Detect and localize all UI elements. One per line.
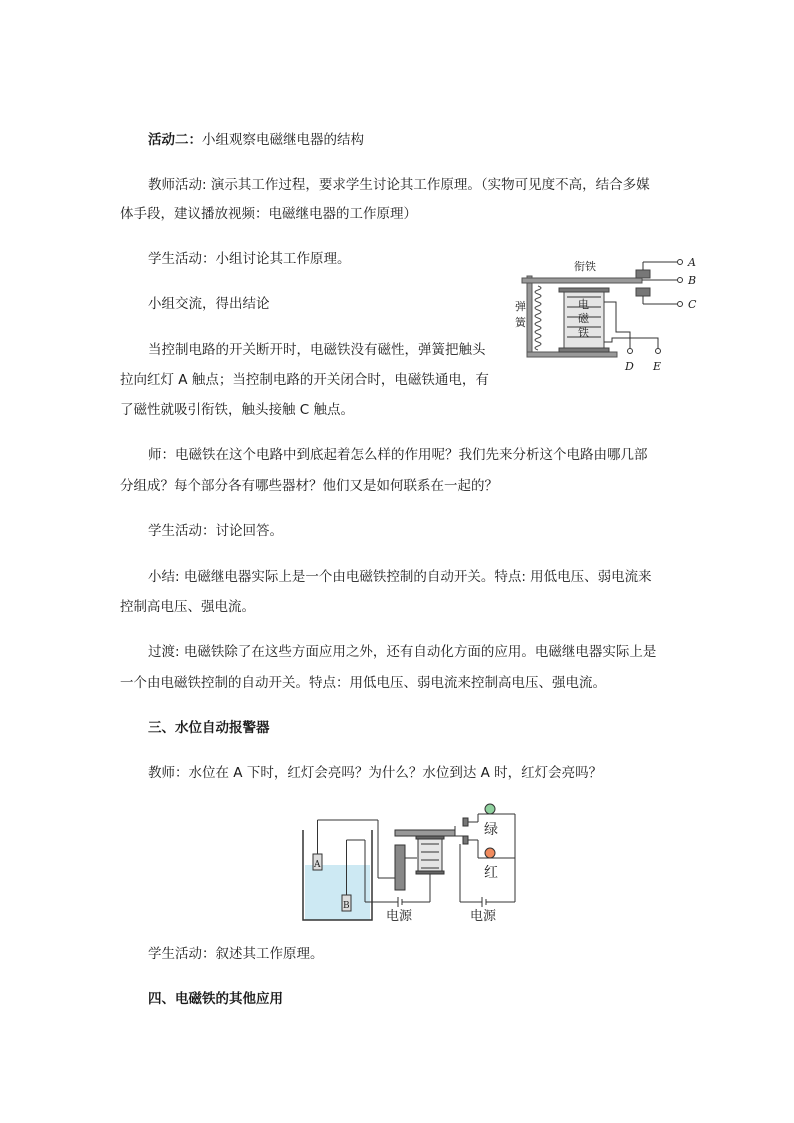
- electromagnet-label-2: 磁: [578, 312, 589, 325]
- armature-bar: [522, 278, 642, 283]
- electromagnet-label-3: 铁: [578, 326, 589, 339]
- probe-a-label: A: [314, 860, 321, 870]
- terminal-e-label: E: [653, 360, 662, 373]
- section3-title: 三、水位自动报警器: [148, 720, 270, 736]
- terminal-b-label: B: [688, 274, 697, 287]
- electromagnet-label-1: 电: [578, 298, 589, 311]
- activity2-text: 小组观察电磁继电器的结构: [202, 132, 364, 148]
- water-fill: [305, 865, 370, 920]
- terminal-a-label: A: [688, 256, 696, 269]
- probe-b-label: B: [343, 901, 350, 911]
- transition-line1: 过渡: 电磁铁除了在这些方面应用之外，还有自动化方面的应用。电磁继电器实际上是: [148, 644, 657, 660]
- teacher-activity-line2: 体手段，建议播放视频：电磁继电器的工作原理）: [120, 206, 417, 222]
- summary-line2: 控制高电压、强电流。: [120, 599, 255, 615]
- red-bulb: [485, 848, 495, 858]
- teacher-water-question: 教师：水位在 A 下时，红灯会亮吗？为什么？水位到达 A 时，红灯会亮吗？: [148, 765, 603, 781]
- terminal-c-label: C: [688, 298, 697, 311]
- student-activity-1: 学生活动：小组讨论其工作原理。: [148, 251, 351, 267]
- water-alarm-diagram: [300, 800, 525, 925]
- student-activity-2: 学生活动：讨论回答。: [148, 523, 283, 539]
- spring-label-1: 弹: [515, 300, 526, 313]
- armature-label: 衔铁: [574, 260, 596, 273]
- teacher-question-line1: 师：电磁铁在这个电路中到底起着怎么样的作用呢？我们先来分析这个电路由哪几部: [148, 447, 648, 463]
- terminal-d-label: D: [625, 360, 634, 373]
- power-label-1: 电源: [386, 909, 413, 924]
- green-bulb: [485, 804, 495, 814]
- spring-coil: [535, 286, 541, 350]
- activity2-label: 活动二：: [148, 132, 202, 148]
- group-exchange: 小组交流，得出结论: [148, 296, 270, 312]
- relay-diagram: [512, 252, 712, 376]
- conclusion-line1: 当控制电路的开关断开时，电磁铁没有磁性，弹簧把触头: [148, 342, 486, 358]
- power-label-2: 电源: [470, 909, 497, 924]
- section4-title: 四、电磁铁的其他应用: [148, 991, 283, 1007]
- red-label: 红: [484, 865, 498, 881]
- student-activity-3: 学生活动：叙述其工作原理。: [148, 946, 324, 962]
- teacher-question-line2: 分组成？每个部分各有哪些器材？他们又是如何联系在一起的？: [120, 478, 498, 494]
- transition-line2: 一个由电磁铁控制的自动开关。特点：用低电压、弱电流来控制高电压、强电流。: [120, 675, 606, 691]
- conclusion-line2: 拉向红灯 A 触点；当控制电路的开关闭合时，电磁铁通电，有: [120, 372, 489, 388]
- activity2-heading: [148, 124, 364, 157]
- green-label: 绿: [484, 822, 498, 838]
- teacher-activity-line1: 教师活动: 演示其工作过程，要求学生讨论其工作原理。（实物可见度不高，结合多媒: [148, 177, 650, 193]
- summary-line1: 小结: 电磁继电器实际上是一个由电磁铁控制的自动开关。特点: 用低电压、弱电流来: [148, 569, 652, 585]
- conclusion-line3: 了磁性就吸引衔铁，触头接触 C 触点。: [120, 402, 355, 418]
- spring-label-2: 簧: [515, 316, 526, 329]
